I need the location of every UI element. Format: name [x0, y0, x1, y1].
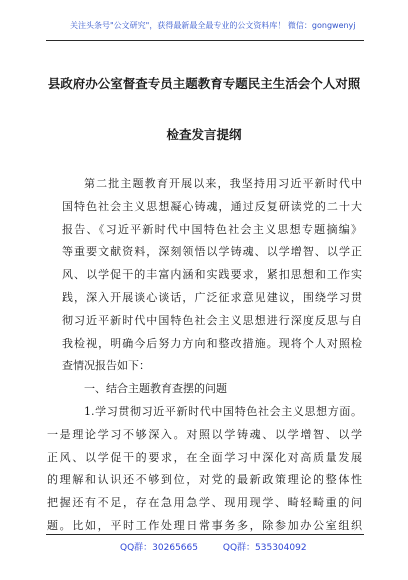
body-line: 风、以学促干的丰富内涵和实践要求，紧扣思想和工作实	[62, 268, 362, 282]
document-title-line-2: 检查发言提纲	[166, 127, 242, 142]
body-line: 彻习近平新时代中国特色社会主义思想进行深度反思与自	[62, 313, 362, 327]
footer-contacts	[120, 540, 340, 553]
section-heading: 一、结合主题教育查摆的问题	[84, 382, 227, 396]
body-line: 国特色社会主义思想凝心铸魂，通过反复研读党的二十大	[62, 199, 362, 213]
footer-qq-group-2: QQ群：535304092	[222, 543, 307, 553]
body-line: 的理解和认识还不够到位，对党的最新政策理论的整体性	[47, 473, 362, 487]
header-banner: 关注头条号"公文研究"，获得最新最全最专业的公文资料库！ 微信：gongwenyj	[70, 21, 356, 30]
document-title-line-1: 县政府办公室督查专员主题教育专题民主生活会个人对照	[47, 76, 361, 91]
footer-qq-group-1: QQ群：30265665	[120, 543, 198, 553]
body-line: 题。比如，平时工作处理日常事务多，除参加办公室组织	[47, 518, 362, 532]
body-line: 我检视，明确今后努力方向和整改措施。现将个人对照检	[62, 336, 362, 350]
body-line: 把握还有不足，存在急用急学、现用现学、畸轻畸重的问	[47, 496, 362, 510]
document-body	[47, 173, 362, 538]
body-line: 查情况报告如下：	[62, 359, 150, 373]
body-line: 一是理论学习不够深入。对照以学铸魂、以学增智、以学	[47, 427, 362, 441]
body-line: 践，深入开展谈心谈话，广泛征求意见建议，围绕学习贯	[62, 290, 362, 304]
body-line: 等重要文献资料，深刻领悟以学铸魂、以学增智、以学正	[62, 245, 362, 259]
footer-divider	[46, 534, 364, 535]
subsection-heading: 1.学习贯彻习近平新时代中国特色社会主义思想方面。	[84, 404, 362, 418]
body-line: 报告、《习近平新时代中国特色社会主义思想专题摘编》	[62, 222, 362, 236]
body-line: 正风、以学促干的要求，在全面学习中深化对高质量发展	[47, 450, 362, 464]
body-line: 第二批主题教育开展以来，我坚持用习近平新时代中	[84, 177, 362, 190]
header-divider	[46, 40, 364, 41]
